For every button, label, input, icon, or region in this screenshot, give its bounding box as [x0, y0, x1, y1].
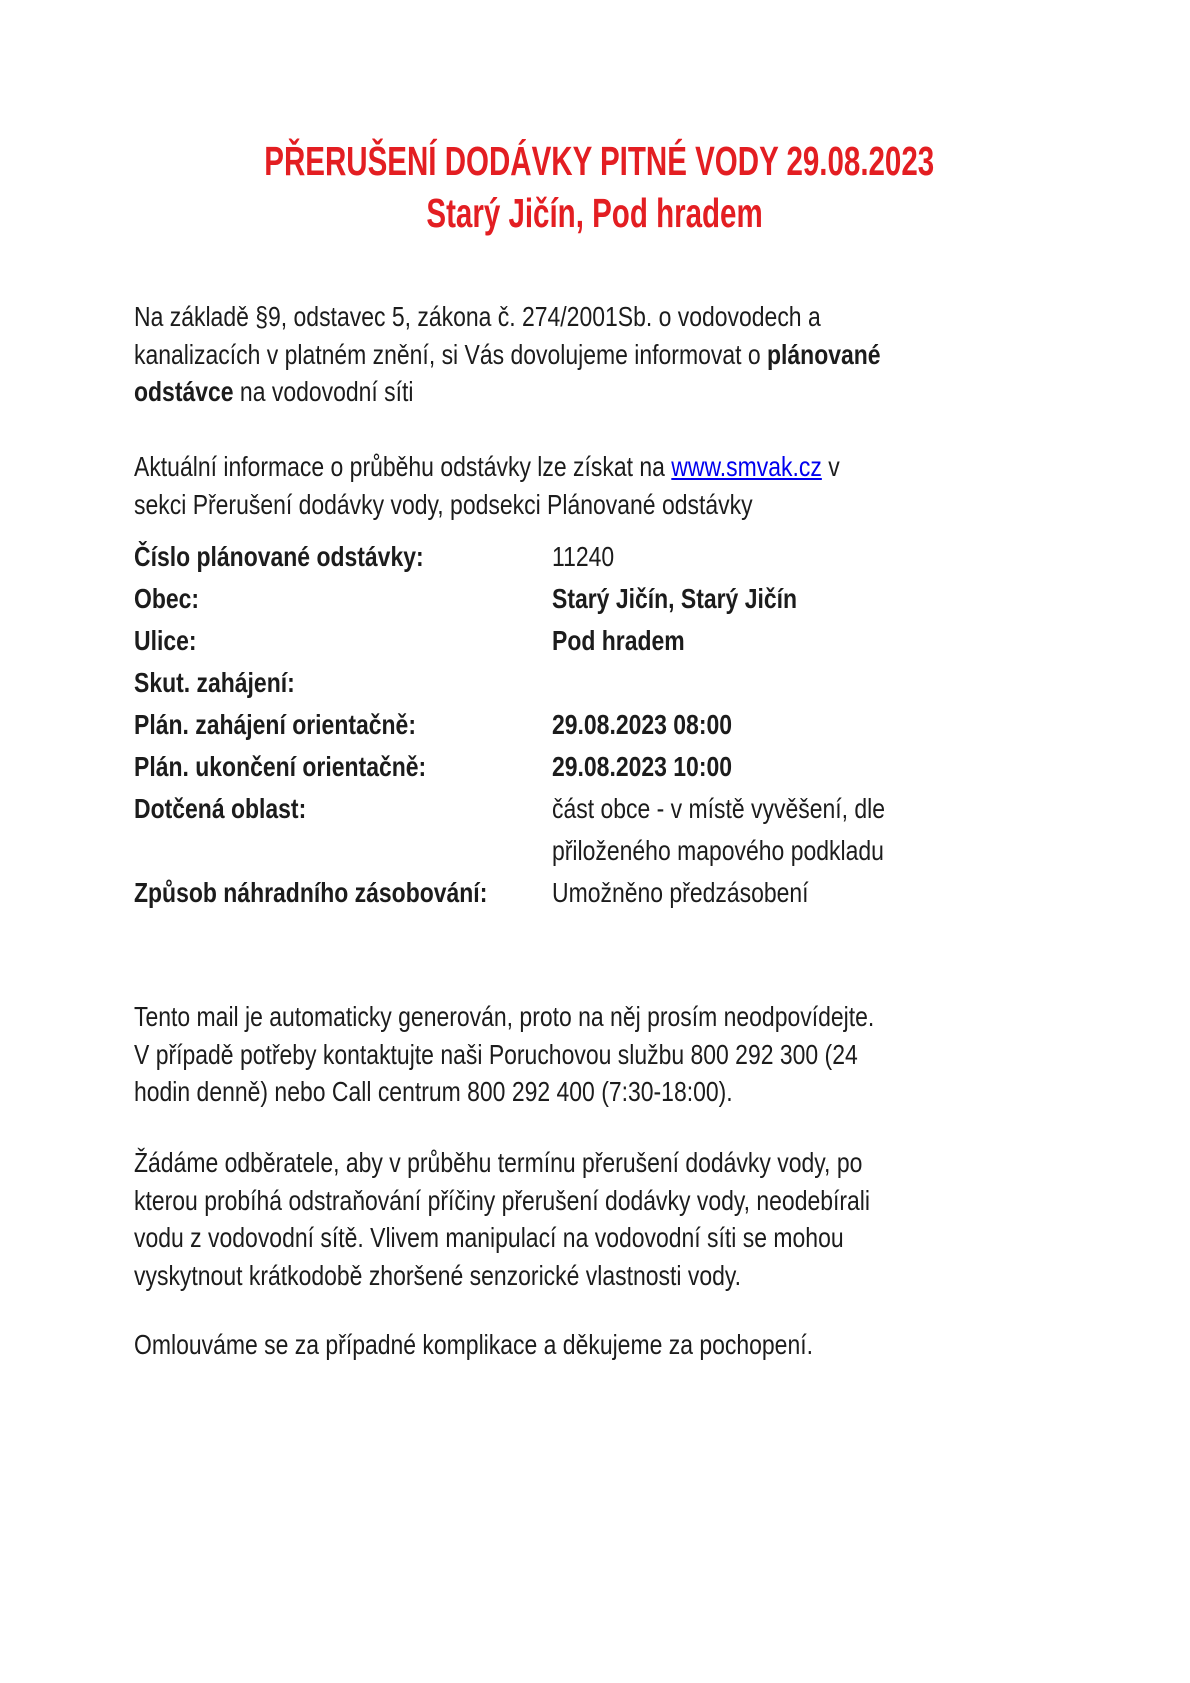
table-row-substitute-supply — [134, 872, 1056, 914]
table-row-affected-area — [134, 788, 1056, 872]
detail-value — [552, 662, 1056, 704]
table-row-planned-end — [134, 746, 1056, 788]
auto-note-line3: hodin denně) nebo Call centrum 800 292 400 (7:30-18:00). — [134, 1076, 733, 1107]
detail-label: Plán. ukončení orientačně: — [134, 751, 427, 782]
detail-value: 29.08.2023 08:00 — [552, 709, 733, 740]
table-row-municipality — [134, 578, 1056, 620]
page-title-line2: Starý Jičín, Pod hradem — [426, 190, 764, 236]
detail-label: Číslo plánované odstávky: — [134, 541, 424, 572]
detail-label: Ulice: — [134, 625, 197, 656]
request-note-line1: Žádáme odběratele, aby v průběhu termínu přerušení dodávky vody, po — [134, 1147, 863, 1178]
table-row-planned-start — [134, 704, 1056, 746]
detail-label: Způsob náhradního zásobování: — [134, 877, 488, 908]
detail-value: 11240 — [552, 541, 615, 572]
request-note-line2: kterou probíhá odstraňování příčiny přerušení dodávky vody, neodebírali — [134, 1184, 871, 1216]
smvak-link[interactable]: www.smvak.cz — [671, 451, 822, 482]
request-note-line4: vyskytnout krátkodobě zhoršené senzorické vlastnosti vody. — [134, 1259, 742, 1291]
planned-outage-bold: plánované — [767, 338, 881, 370]
closing-apology — [134, 1326, 1056, 1364]
table-row-actual-start — [134, 662, 1056, 704]
request-note-line3: vodu z vodovodní sítě. Vlivem manipulací na vodovodní síti se mohou — [134, 1222, 844, 1253]
table-row-outage-number — [134, 536, 1056, 578]
table-row-street — [134, 620, 1056, 662]
notice-document — [0, 135, 1190, 1363]
detail-label: Plán. zahájení orientačně: — [134, 709, 416, 740]
detail-value: Umožněno předzásobení — [552, 877, 809, 908]
detail-value: část obce - v místě vyvěšení, dle přiloženého mapového podkladu — [552, 793, 886, 866]
customer-request-note — [134, 1144, 1056, 1294]
detail-value: Pod hradem — [552, 625, 685, 656]
detail-label: Obec: — [134, 583, 200, 614]
detail-label: Dotčená oblast: — [134, 793, 307, 824]
auto-note-line1: Tento mail je automaticky generován, proto na něj prosím neodpovídejte. — [134, 1001, 875, 1032]
outage-details-table — [134, 536, 1056, 914]
intro-paragraph — [134, 298, 1056, 411]
intro-line1: Na základě §9, odstavec 5, zákona č. 274/2001Sb. o vodovodech a — [134, 301, 821, 332]
detail-label: Skut. zahájení: — [134, 667, 295, 698]
intro-line3: odstávce na vodovodní síti — [134, 376, 414, 407]
info-line2: sekci Přerušení dodávky vody, podsekci Plánované odstávky — [134, 488, 753, 520]
detail-value: 29.08.2023 10:00 — [552, 751, 733, 782]
closing-line1: Omlouváme se za případné komplikace a děkujeme za pochopení. — [134, 1328, 813, 1360]
detail-value: Starý Jičín, Starý Jičín — [552, 583, 798, 614]
info-paragraph — [134, 448, 1056, 523]
auto-note-line2: V případě potřeby kontaktujte naši Poruchovou službu 800 292 300 (24 — [134, 1038, 858, 1070]
page-title-line1: PŘERUŠENÍ DODÁVKY PITNÉ VODY 29.08.2023 — [264, 138, 935, 184]
info-line1: Aktuální informace o průběhu odstávky lze získat na www.smvak.cz v — [134, 451, 840, 482]
planned-outage-bold2: odstávce — [134, 376, 234, 407]
page-title — [134, 135, 1056, 239]
intro-line2: kanalizacích v platném znění, si Vás dovolujeme informovat o plánované — [134, 338, 881, 370]
auto-generated-note — [134, 998, 1056, 1111]
